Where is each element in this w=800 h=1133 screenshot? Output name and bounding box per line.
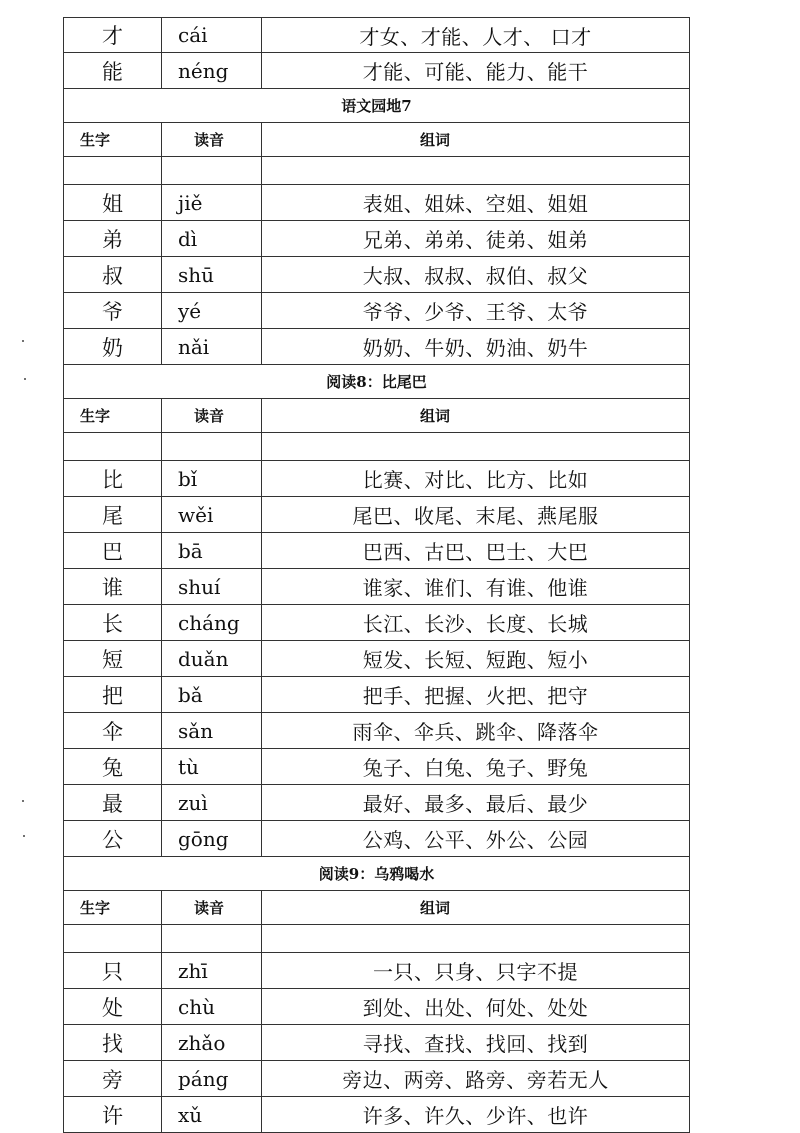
- spacer-cell: [161, 925, 262, 952]
- character-cell: 叔: [102, 263, 123, 288]
- header-pinyin: 读音: [161, 399, 262, 432]
- spacer-cell: [262, 433, 689, 460]
- word-list-cell: 才女、才能、人才、 口才: [359, 24, 592, 49]
- table-row: [63, 641, 690, 677]
- pinyin-cell: jiě: [161, 185, 262, 220]
- pinyin-cell: sǎn: [161, 713, 262, 748]
- table-row: [63, 257, 690, 293]
- pinyin-cell: yé: [161, 293, 262, 328]
- header-pinyin: 读音: [161, 891, 262, 924]
- pinyin-cell: bā: [161, 533, 262, 568]
- word-list-cell: 许多、许久、少许、也许: [362, 1104, 589, 1128]
- pinyin-cell: zuì: [161, 785, 262, 820]
- word-list-cell: 到处、出处、何处、处处: [362, 996, 589, 1020]
- section-title: 语文园地7: [63, 89, 690, 123]
- character-cell: 长: [102, 611, 123, 636]
- pinyin-cell: cháng: [161, 605, 262, 640]
- pinyin-cell: bǐ: [161, 461, 262, 496]
- word-list-cell: 最好、最多、最后、最少: [362, 792, 589, 816]
- table-row: [63, 17, 690, 53]
- character-cell: 把: [102, 683, 123, 708]
- spacer-cell: [262, 157, 689, 184]
- spacer-row: [63, 925, 690, 953]
- character-cell: 弟: [102, 227, 123, 252]
- table-row: [63, 461, 690, 497]
- table-row: [63, 713, 690, 749]
- column-header-row: [63, 891, 690, 925]
- word-list-cell: 长江、长沙、长度、长城: [362, 612, 589, 636]
- character-cell: 爷: [102, 299, 123, 324]
- spacer-cell: [262, 925, 689, 952]
- header-words: 组词: [420, 407, 451, 425]
- pinyin-cell: páng: [161, 1061, 262, 1096]
- pinyin-cell: wěi: [161, 497, 262, 532]
- character-cell: 兔: [102, 755, 123, 780]
- pinyin-cell: xǔ: [161, 1097, 262, 1132]
- column-header-row: [63, 123, 690, 157]
- header-words: 组词: [420, 899, 451, 917]
- spacer-cell: [64, 925, 161, 952]
- pinyin-cell: dì: [161, 221, 262, 256]
- table-row: [63, 1097, 690, 1133]
- pinyin-cell: shū: [161, 257, 262, 292]
- character-cell: 公: [102, 827, 123, 852]
- character-cell: 处: [102, 995, 123, 1020]
- pinyin-cell: néng: [161, 53, 262, 88]
- word-list-cell: 巴西、古巴、巴士、大巴: [362, 540, 589, 564]
- table-row: [63, 1025, 690, 1061]
- character-cell: 找: [102, 1031, 123, 1056]
- word-list-cell: 兄弟、弟弟、徒弟、姐弟: [362, 228, 589, 252]
- table-row: [63, 569, 690, 605]
- character-cell: 姐: [102, 191, 123, 216]
- table-row: [63, 497, 690, 533]
- table-row: [63, 953, 690, 989]
- spacer-cell: [161, 433, 262, 460]
- header-character: 生字: [80, 407, 111, 425]
- table-row: [63, 749, 690, 785]
- character-cell: 旁: [102, 1067, 123, 1092]
- pinyin-cell: zhī: [161, 953, 262, 988]
- character-cell: 才: [102, 24, 123, 48]
- character-cell: 最: [102, 791, 123, 816]
- pinyin-cell: gōng: [161, 821, 262, 856]
- character-cell: 伞: [102, 719, 123, 744]
- word-list-cell: 奶奶、牛奶、奶油、奶牛: [362, 336, 589, 360]
- table-row: [63, 221, 690, 257]
- section-title: 阅读9：乌鸦喝水: [63, 857, 690, 891]
- pinyin-cell: nǎi: [161, 329, 262, 364]
- table-row: [63, 53, 690, 89]
- scan-speck: [24, 378, 26, 380]
- scan-speck: [22, 800, 24, 802]
- pinyin-cell: shuí: [161, 569, 262, 604]
- character-cell: 只: [102, 959, 123, 984]
- word-list-cell: 寻找、查找、找回、找到: [362, 1032, 589, 1056]
- word-list-cell: 一只、只身、只字不提: [373, 960, 578, 984]
- pinyin-cell: duǎn: [161, 641, 262, 676]
- character-cell: 能: [102, 59, 123, 84]
- pinyin-cell: bǎ: [161, 677, 262, 712]
- word-list-cell: 大叔、叔叔、叔伯、叔父: [362, 264, 589, 288]
- vocabulary-table: [63, 17, 690, 1133]
- spacer-row: [63, 157, 690, 185]
- word-list-cell: 比赛、对比、比方、比如: [362, 468, 589, 492]
- table-row: [63, 785, 690, 821]
- character-cell: 奶: [102, 335, 123, 360]
- pinyin-cell: chù: [161, 989, 262, 1024]
- scan-speck: [22, 340, 24, 342]
- table-row: [63, 293, 690, 329]
- spacer-cell: [161, 157, 262, 184]
- spacer-cell: [64, 433, 161, 460]
- table-row: [63, 605, 690, 641]
- character-cell: 比: [102, 467, 123, 492]
- spacer-cell: [64, 157, 161, 184]
- table-row: [63, 821, 690, 857]
- pinyin-cell: zhǎo: [161, 1025, 262, 1060]
- word-list-cell: 爷爷、少爷、王爷、太爷: [362, 300, 589, 324]
- header-character: 生字: [80, 899, 111, 917]
- character-cell: 短: [102, 647, 123, 672]
- table-row: [63, 1061, 690, 1097]
- word-list-cell: 兔子、白兔、兔子、野兔: [362, 756, 589, 780]
- word-list-cell: 表姐、姐妹、空姐、姐姐: [362, 192, 589, 216]
- table-row: [63, 533, 690, 569]
- header-pinyin: 读音: [161, 123, 262, 156]
- spacer-row: [63, 433, 690, 461]
- character-cell: 尾: [102, 503, 123, 528]
- word-list-cell: 公鸡、公平、外公、公园: [362, 828, 589, 852]
- header-words: 组词: [420, 131, 451, 149]
- word-list-cell: 谁家、谁们、有谁、他谁: [362, 576, 589, 600]
- character-cell: 巴: [102, 539, 123, 564]
- character-cell: 许: [102, 1103, 123, 1128]
- word-list-cell: 把手、把握、火把、把守: [362, 684, 589, 708]
- pinyin-cell: tù: [161, 749, 262, 784]
- table-row: [63, 989, 690, 1025]
- word-list-cell: 短发、长短、短跑、短小: [362, 648, 589, 672]
- table-row: [63, 677, 690, 713]
- word-list-cell: 尾巴、收尾、末尾、燕尾服: [352, 504, 599, 528]
- scan-speck: [23, 835, 25, 837]
- word-list-cell: 雨伞、伞兵、跳伞、降落伞: [352, 720, 599, 744]
- table-row: [63, 329, 690, 365]
- table-row: [63, 185, 690, 221]
- column-header-row: [63, 399, 690, 433]
- word-list-cell: 旁边、两旁、路旁、旁若无人: [342, 1068, 609, 1092]
- word-list-cell: 才能、可能、能力、能干: [362, 60, 589, 84]
- character-cell: 谁: [102, 575, 123, 600]
- header-character: 生字: [80, 131, 111, 149]
- section-title: 阅读8：比尾巴: [63, 365, 690, 399]
- pinyin-cell: cái: [161, 18, 262, 52]
